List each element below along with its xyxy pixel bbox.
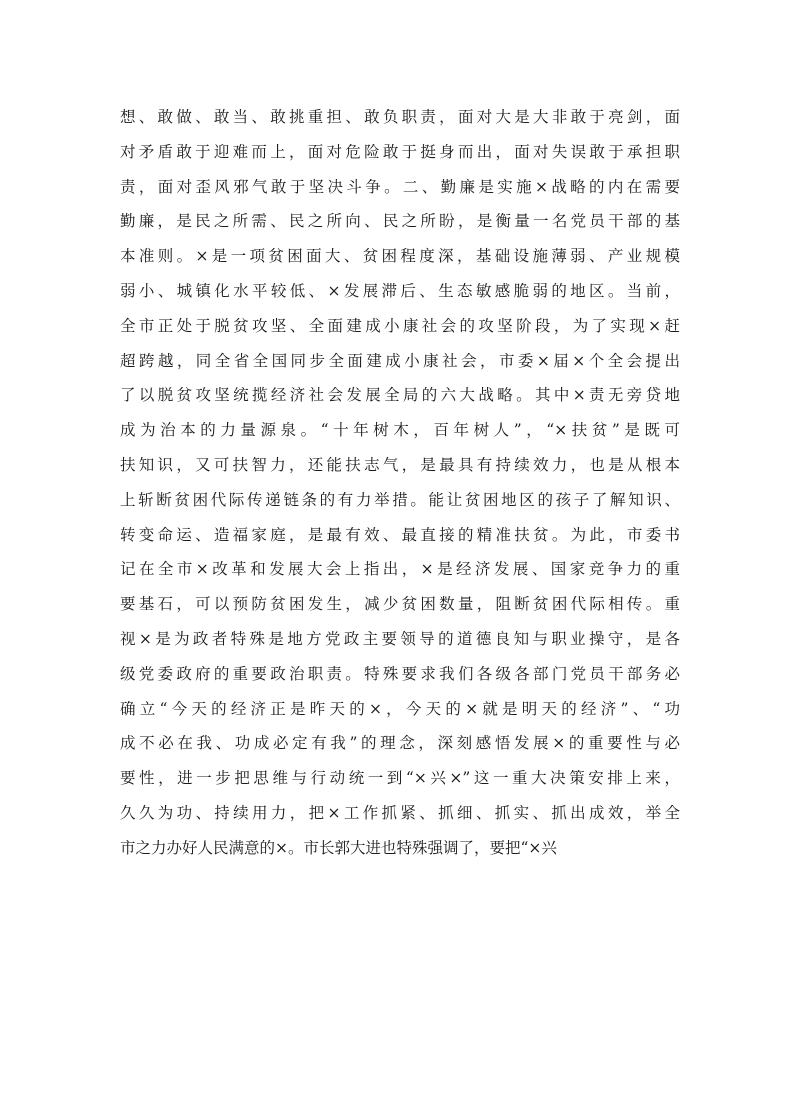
text-line: 弱小、城镇化水平较低、×发展滞后、生态敏感脆弱的地区。当前， [120, 281, 680, 300]
text-line: 要性，进一步把思维与行动统一到“×兴×”这一重大决策安排上来， [120, 769, 680, 788]
text-line: 确立“今天的经济正是昨天的×，今天的×就是明天的经济”、“功 [120, 699, 680, 718]
text-line: 成为治本的力量源泉。“十年树木，百年树人”，“×扶贫”是既可 [120, 421, 680, 440]
text-line: 对矛盾敢于迎难而上，面对危险敢于挺身而出，面对失误敢于承担职 [120, 142, 680, 161]
text-line: 扶知识，又可扶智力，还能扶志气，是最具有持续效力，也是从根本 [120, 455, 680, 474]
text-line: 成不必在我、功成必定有我”的理念，深刻感悟发展×的重要性与必 [120, 734, 680, 753]
text-line: 勤廉，是民之所需、民之所向、民之所盼，是衡量一名党员干部的基 [120, 212, 680, 231]
text-line: 转变命运、造福家庭，是最有效、最直接的精准扶贫。为此，市委书 [120, 525, 680, 544]
text-line: 视×是为政者特殊是地方党政主要领导的道德良知与职业操守，是各 [120, 629, 680, 648]
text-line: 久久为功、持续用力，把×工作抓紧、抓细、抓实、抓出成效，举全 [120, 803, 680, 822]
text-line: 要基石，可以预防贫困发生，减少贫困数量，阻断贫困代际相传。重 [120, 595, 680, 614]
text-line: 记在全市×改革和发展大会上指出，×是经济发展、国家竞争力的重 [120, 560, 680, 579]
text-line: 了以脱贫攻坚统揽经济社会发展全局的六大战略。其中×责无旁贷地 [120, 386, 680, 405]
text-line: 想、敢做、敢当、敢挑重担、敢负职责，面对大是大非敢于亮剑，面 [120, 108, 680, 126]
body-text [120, 100, 680, 866]
text-line: 上斩断贫困代际传递链条的有力举措。能让贫困地区的孩子了解知识、 [120, 490, 680, 509]
text-line: 市之力办好人民满意的×。市长郭大进也特殊强调了，要把“×兴 [120, 838, 557, 857]
text-line: 全市正处于脱贫攻坚、全面建成小康社会的攻坚阶段，为了实现×赶 [120, 316, 680, 335]
text-line: 本准则。×是一项贫困面大、贫困程度深，基础设施薄弱、产业规模 [120, 247, 680, 266]
text-line: 责，面对歪风邪气敢于坚决斗争。二、勤廉是实施×战略的内在需要 [120, 177, 680, 196]
text-line: 级党委政府的重要政治职责。特殊要求我们各级各部门党员干部务必 [120, 664, 680, 683]
text-line: 超跨越，同全省全国同步全面建成小康社会，市委×届×个全会提出 [120, 351, 680, 370]
